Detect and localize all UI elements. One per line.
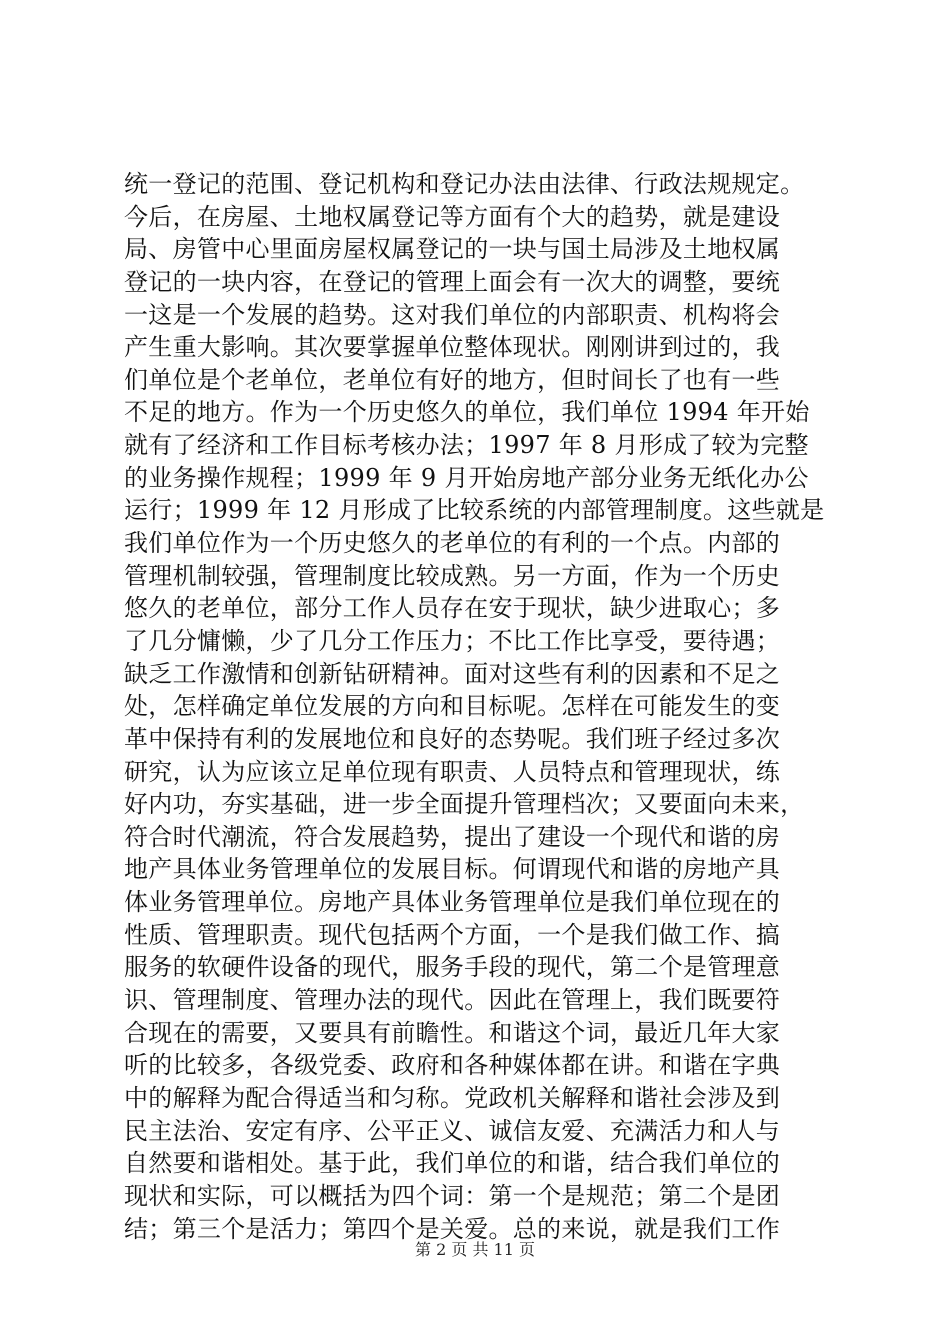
text-line: 产生重大影响。其次要掌握单位整体现状。刚刚讲到过的，我 (124, 333, 781, 362)
text-line: 了几分慵懒，少了几分工作压力；不比工作比享受，要待遇； (124, 626, 781, 655)
text-line: 登记的一块内容，在登记的管理上面会有一次大的调整，要统 (124, 267, 781, 296)
text-line: 听的比较多，各级党委、政府和各种媒体都在讲。和谐在字典 (124, 1051, 781, 1080)
text-line: 管理机制较强，管理制度比较成熟。另一方面，作为一个历史 (124, 561, 781, 590)
text-line: 地产具体业务管理单位的发展目标。何谓现代和谐的房地产具 (124, 855, 781, 884)
text-line: 缺乏工作激情和创新钻研精神。面对这些有利的因素和不足之 (124, 659, 781, 688)
text-line: 处，怎样确定单位发展的方向和目标呢。怎样在可能发生的变 (124, 692, 781, 721)
text-line: 性质、管理职责。现代包括两个方面，一个是我们做工作、搞 (124, 920, 781, 949)
text-line: 符合时代潮流，符合发展趋势，提出了建设一个现代和谐的房 (124, 822, 781, 851)
page-number-footer: 第 2 页 共 11 页 (415, 1240, 535, 1259)
text-line: 服务的软硬件设备的现代，服务手段的现代，第二个是管理意 (124, 953, 781, 982)
text-line: 局、房管中心里面房屋权属登记的一块与国土局涉及土地权属 (124, 235, 781, 264)
text-line: 中的解释为配合得适当和匀称。党政机关解释和谐社会涉及到 (124, 1083, 781, 1112)
text-line: 运行；1999 年 12 月形成了比较系统的内部管理制度。这些就是 (124, 496, 825, 525)
text-line: 们单位是个老单位，老单位有好的地方，但时间长了也有一些 (124, 365, 781, 394)
text-line: 革中保持有利的发展地位和良好的态势呢。我们班子经过多次 (124, 724, 781, 753)
text-line: 悠久的老单位，部分工作人员存在安于现状，缺少进取心；多 (124, 594, 781, 623)
text-line: 好内功，夯实基础，进一步全面提升管理档次；又要面向未来， (124, 790, 805, 819)
text-line: 民主法治、安定有序、公平正义、诚信友爱、充满活力和人与 (124, 1116, 781, 1145)
text-line: 一这是一个发展的趋势。这对我们单位的内部职责、机构将会 (124, 300, 781, 329)
text-line: 我们单位作为一个历史悠久的老单位的有利的一个点。内部的 (124, 529, 781, 558)
text-line: 就有了经济和工作目标考核办法；1997 年 8 月形成了较为完整 (124, 431, 809, 460)
text-line: 体业务管理单位。房地产具体业务管理单位是我们单位现在的 (124, 888, 781, 917)
text-line: 识、管理制度、管理办法的现代。因此在管理上，我们既要符 (124, 986, 781, 1015)
text-line: 自然要和谐相处。基于此，我们单位的和谐，结合我们单位的 (124, 1149, 781, 1178)
text-line: 今后，在房屋、土地权属登记等方面有个大的趋势，就是建设 (124, 202, 781, 231)
text-line: 的业务操作规程；1999 年 9 月开始房地产部分业务无纸化办公 (124, 463, 809, 492)
text-line: 不足的地方。作为一个历史悠久的单位，我们单位 1994 年开始 (124, 398, 810, 427)
text-line: 研究，认为应该立足单位现有职责、人员特点和管理现状，练 (124, 757, 781, 786)
text-line: 结；第三个是活力；第四个是关爱。总的来说，就是我们工作 (124, 1214, 781, 1243)
text-line: 现状和实际，可以概括为四个词：第一个是规范；第二个是团 (124, 1181, 781, 1210)
text-line: 合现在的需要，又要具有前瞻性。和谐这个词，最近几年大家 (124, 1018, 781, 1047)
text-line: 统一登记的范围、登记机构和登记办法由法律、行政法规规定。 (124, 170, 805, 198)
body-text (124, 168, 844, 1245)
